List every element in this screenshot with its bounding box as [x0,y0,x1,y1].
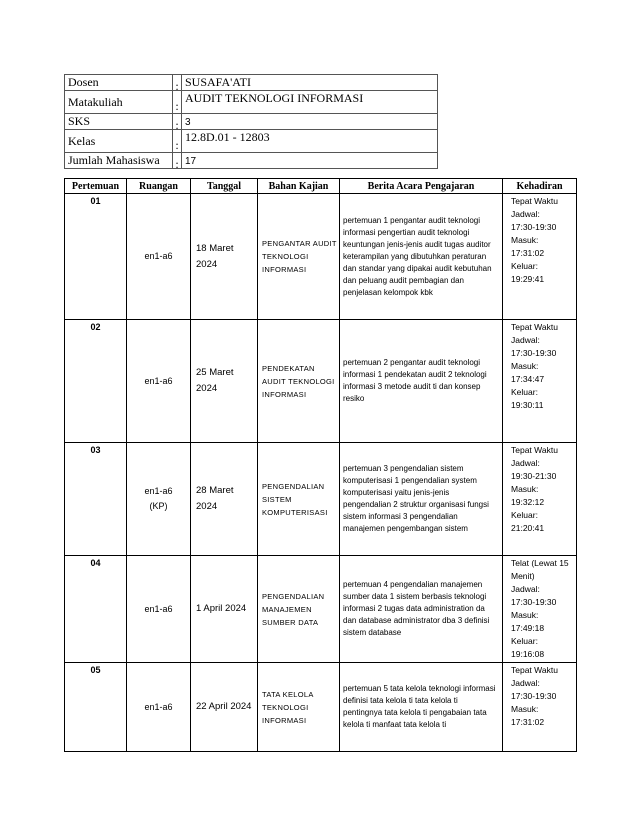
info-row-matakuliah [65,91,438,114]
cell-pertemuan: 05 [65,663,127,752]
info-value-matakuliah: AUDIT TEKNOLOGI INFORMASI [182,91,438,114]
info-label-matakuliah: Matakuliah [65,91,173,114]
table-row [65,194,577,320]
info-label-jumlah-mahasiswa: Jumlah Mahasiswa [65,153,173,169]
info-row-jumlah-mahasiswa [65,153,438,169]
header-ruangan: Ruangan [127,179,191,194]
info-label-dosen: Dosen [65,75,173,91]
cell-ruangan: en1-a6 [127,320,191,443]
cell-tanggal: 25 Maret 2024 [191,320,258,443]
header-kehadiran: Kehadiran [503,179,577,194]
info-sep: : [173,130,182,153]
cell-bahan-kajian: PENGENDALIAN MANAJEMEN SUMBER DATA [258,556,340,663]
table-row [65,556,577,663]
cell-ruangan: en1-a6 [127,556,191,663]
info-sep: : [173,114,182,130]
cell-berita-acara: pertemuan 3 pengendalian sistem komputerisasi 1 pengendalian system komputerisasi yaitu jenis-jenis pengendalian 2 struktur organisasi fungsi sistem informasi 3 pengendalian manajemen pengembangan sistem [340,443,503,556]
header-berita-acara: Berita Acara Pengajaran [340,179,503,194]
cell-bahan-kajian: TATA KELOLA TEKNOLOGI INFORMASI [258,663,340,752]
cell-bahan-kajian: PENDEKATAN AUDIT TEKNOLOGI INFORMASI [258,320,340,443]
cell-berita-acara: pertemuan 1 pengantar audit teknologi informasi pengertian audit teknologi keuntungan jenis-jenis audit tugas auditor keterampilan yang dibutuhkan peraturan dan standar yang dipakai audit kebutuhan dan peluang audit pembagian dan penjelasan kelompok kbk [340,194,503,320]
cell-tanggal: 18 Maret 2024 [191,194,258,320]
cell-berita-acara: pertemuan 5 tata kelola teknologi informasi definisi tata kelola ti tata kelola ti pentingnya tata kelola ti pengabaian tata kelola ti manfaat tata kelola ti [340,663,503,752]
cell-bahan-kajian: PENGENDALIAN SISTEM KOMPUTERISASI [258,443,340,556]
cell-tanggal: 28 Maret 2024 [191,443,258,556]
table-row [65,663,577,752]
cell-berita-acara: pertemuan 4 pengendalian manajemen sumber data 1 sistem berbasis teknologi informasi 2 tugas data administration da dan database administrator dba 3 definisi sistem database [340,556,503,663]
cell-ruangan: en1-a6 [127,663,191,752]
cell-kehadiran: Tepat Waktu Jadwal: 17:30-19:30 Masuk: 17:31:02 Keluar: 19:29:41 [503,194,577,320]
table-row [65,320,577,443]
info-sep: : [173,91,182,114]
cell-bahan-kajian: PENGANTAR AUDIT TEKNOLOGI INFORMASI [258,194,340,320]
attendance-table [64,178,577,752]
cell-berita-acara: pertemuan 2 pengantar audit teknologi informasi 1 pendekatan audit 2 teknologi informasi 3 metode audit ti dan konsep resiko [340,320,503,443]
cell-pertemuan: 02 [65,320,127,443]
cell-ruangan: en1-a6 (KP) [127,443,191,556]
info-label-sks: SKS [65,114,173,130]
cell-ruangan: en1-a6 [127,194,191,320]
table-header-row [65,179,577,194]
cell-kehadiran: Tepat Waktu Jadwal: 17:30-19:30 Masuk: 17:31:02 [503,663,577,752]
cell-kehadiran: Tepat Waktu Jadwal: 19:30-21:30 Masuk: 19:32:12 Keluar: 21:20:41 [503,443,577,556]
info-sep: : [173,75,182,91]
info-row-dosen [65,75,438,91]
cell-tanggal: 1 April 2024 [191,556,258,663]
info-row-kelas [65,130,438,153]
info-value-sks: 3 [182,114,438,130]
header-pertemuan: Pertemuan [65,179,127,194]
header-bahan-kajian: Bahan Kajian [258,179,340,194]
info-value-jumlah-mahasiswa: 17 [182,153,438,169]
cell-pertemuan: 03 [65,443,127,556]
info-label-kelas: Kelas [65,130,173,153]
cell-kehadiran: Telat (Lewat 15 Menit) Jadwal: 17:30-19:30 Masuk: 17:49:18 Keluar: 19:16:08 [503,556,577,663]
header-tanggal: Tanggal [191,179,258,194]
course-info-table [64,74,438,169]
info-row-sks [65,114,438,130]
info-value-kelas: 12.8D.01 - 12803 [182,130,438,153]
info-value-dosen: SUSAFA'ATI [182,75,438,91]
cell-pertemuan: 01 [65,194,127,320]
table-row [65,443,577,556]
cell-tanggal: 22 April 2024 [191,663,258,752]
cell-kehadiran: Tepat Waktu Jadwal: 17:30-19:30 Masuk: 17:34:47 Keluar: 19:30:11 [503,320,577,443]
info-sep: : [173,153,182,169]
cell-pertemuan: 04 [65,556,127,663]
